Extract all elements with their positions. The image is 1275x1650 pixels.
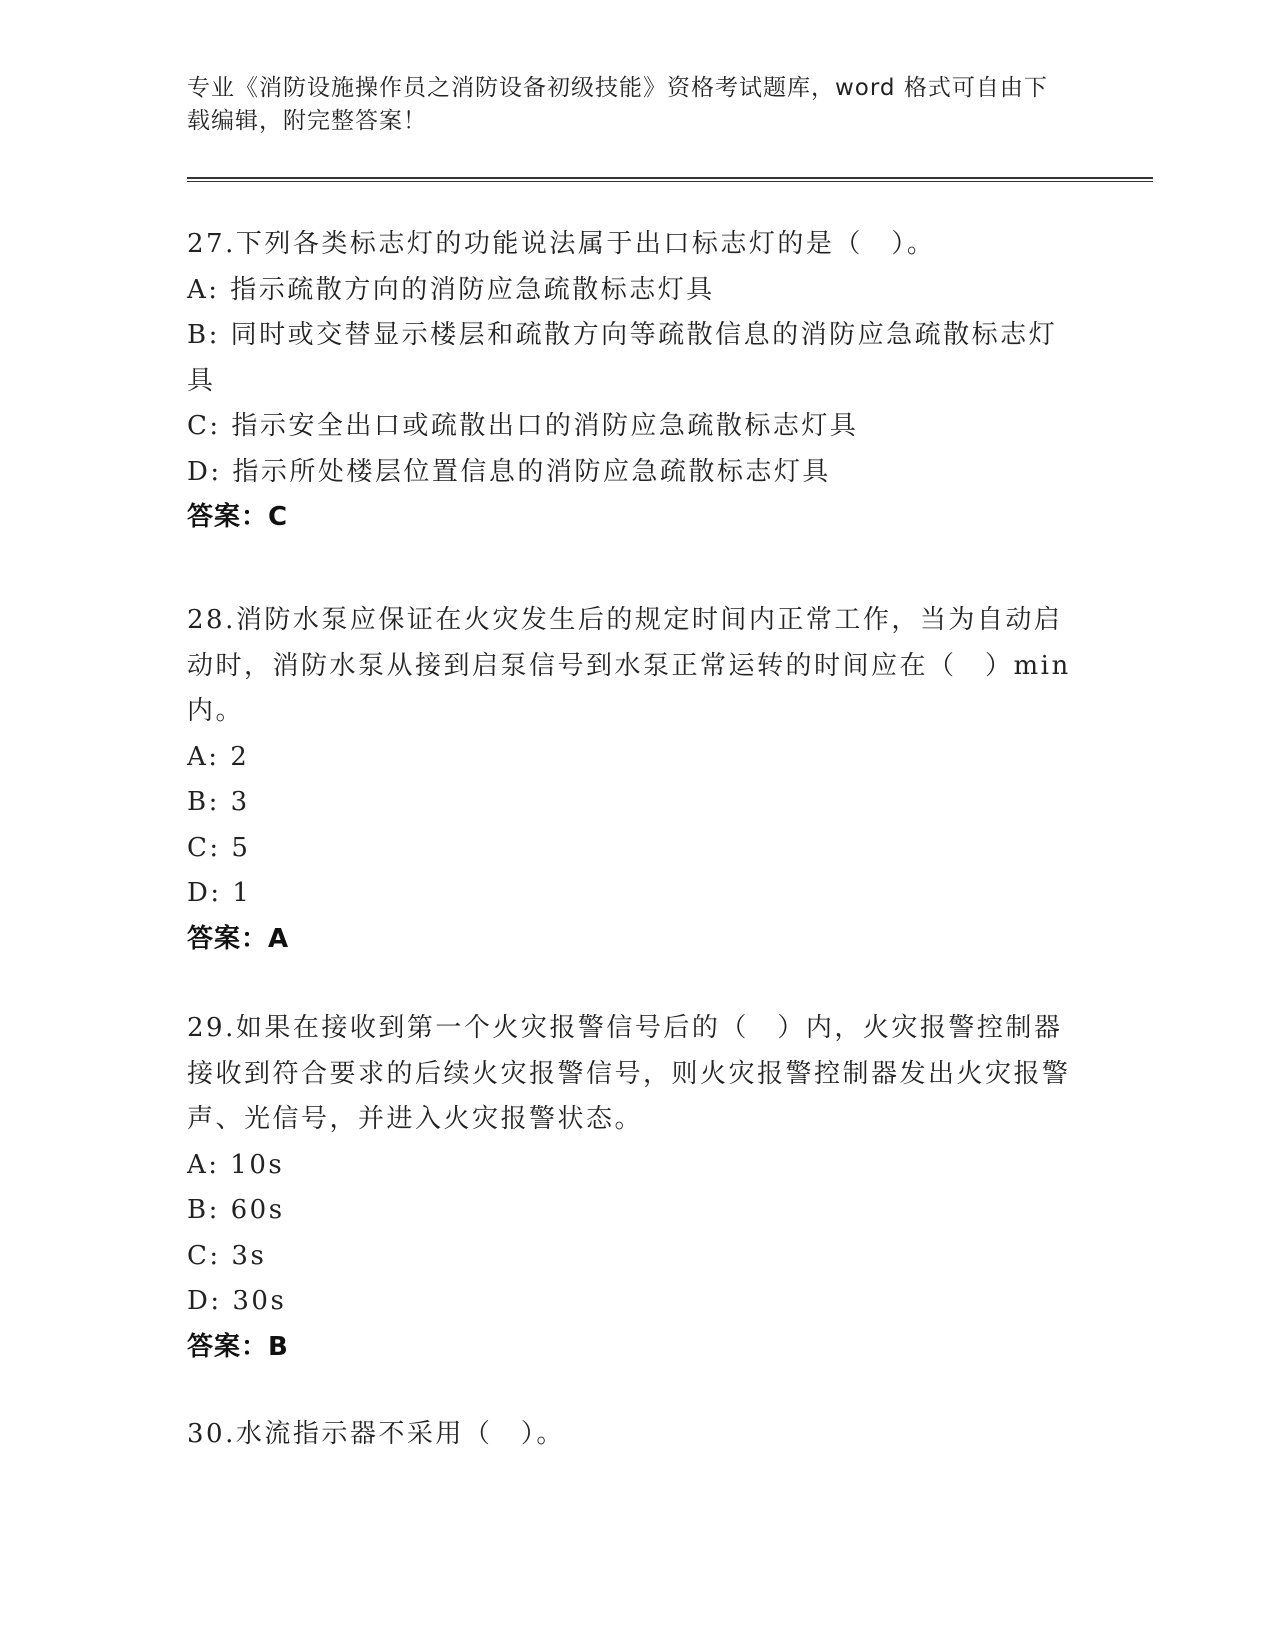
option-a: A: 2 — [187, 741, 250, 772]
answer: 答案：B — [187, 1331, 289, 1362]
option-b: B: 60s — [187, 1195, 285, 1225]
option-c: C: 指示安全出口或疏散出口的消防应急疏散标志灯具 — [187, 411, 859, 441]
option-b: B: 同时或交替显示楼层和疏散方向等疏散信息的消防应急疏散标志灯具 — [187, 320, 1058, 396]
question-stem: 28.消防水泵应保证在火灾发生后的规定时间内正常工作，当为自动启动时，消防水泵从接到启泵信号到水泵正常运转的时间应在（ ）min内。 — [187, 605, 1071, 726]
header-rule-thin — [187, 181, 1153, 182]
question-28 — [187, 598, 1077, 962]
question-30 — [187, 1412, 1077, 1458]
answer: 答案：C — [187, 502, 289, 532]
answer: 答案：A — [187, 923, 290, 954]
question-29 — [187, 1006, 1077, 1370]
question-stem: 30.水流指示器不采用（ ）。 — [187, 1419, 565, 1449]
question-stem: 29.如果在接收到第一个火灾报警信号后的（ ）内，火灾报警控制器接收到符合要求的后续火灾报警信号，则火灾报警控制器发出火灾报警声、光信号，并进入火灾报警状态。 — [187, 1013, 1071, 1134]
option-a: A: 指示疏散方向的消防应急疏散标志灯具 — [187, 274, 715, 305]
question-stem: 27.下列各类标志灯的功能说法属于出口标志灯的是（ ）。 — [187, 229, 936, 259]
option-b: B: 3 — [187, 787, 250, 817]
option-d: D: 30s — [187, 1286, 287, 1316]
question-27 — [187, 222, 1077, 541]
document-header: 专业《消防设施操作员之消防设备初级技能》资格考试题库，word 格式可自由下载编辑，附完整答案！ — [187, 75, 1048, 134]
option-a: A: 10s — [187, 1149, 285, 1180]
header-rule-thick — [187, 177, 1153, 179]
option-c: C: 5 — [187, 832, 251, 863]
option-d: D: 指示所处楼层位置信息的消防应急疏散标志灯具 — [187, 456, 831, 487]
option-d: D: 1 — [187, 878, 252, 908]
option-c: C: 3s — [187, 1240, 267, 1271]
